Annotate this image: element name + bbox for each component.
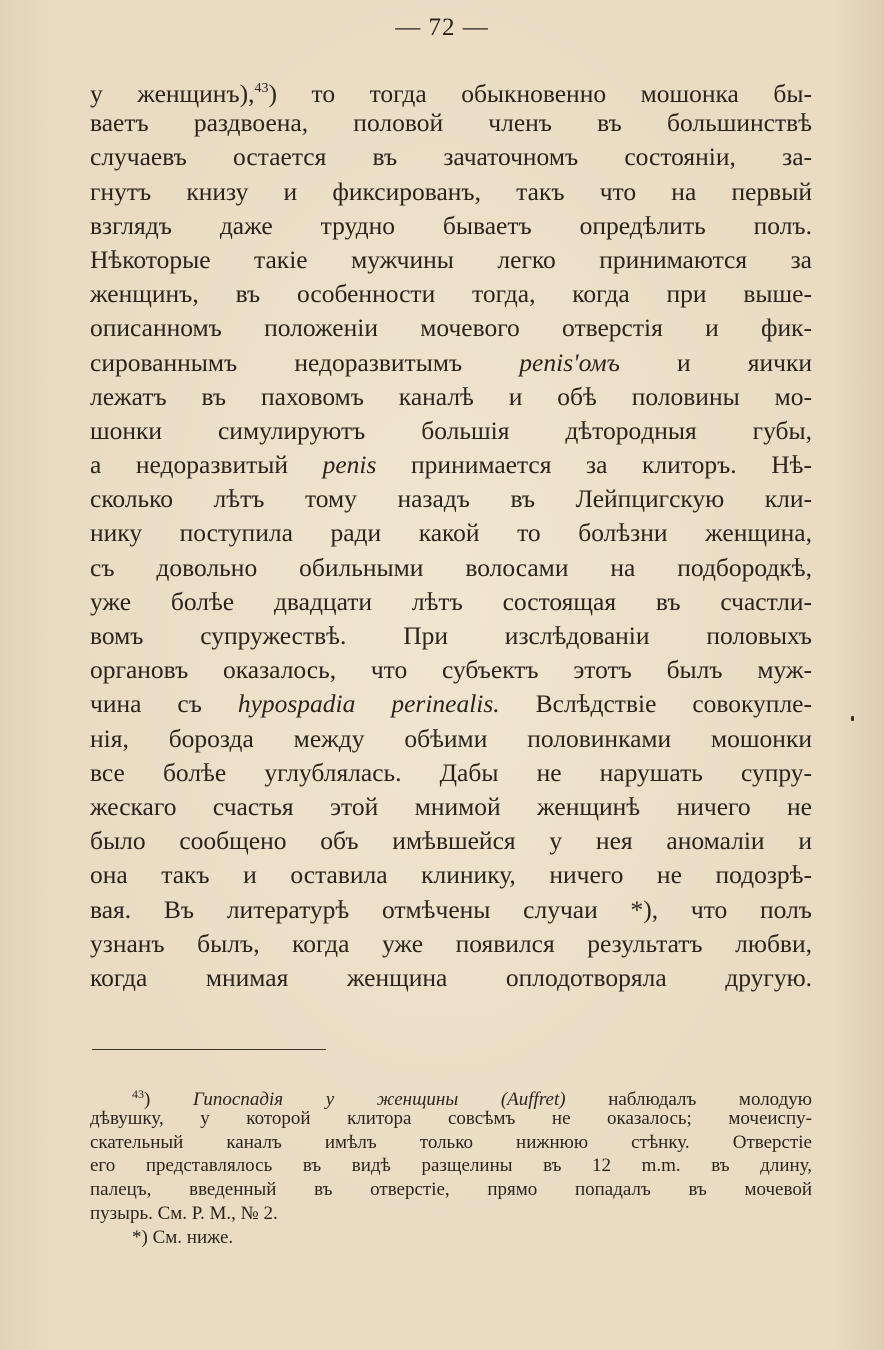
text-line-21: все болѣе углублялась. Дабы не нарушать супру- <box>90 757 812 787</box>
text-line-2: ваетъ раздвоена, половой членъ въ большинствѣ <box>90 108 812 138</box>
footnote-43-line-5: палецъ, введенный въ отверстiе, прямо попадалъ въ мочевой <box>90 1179 812 1201</box>
text-line-9: сированнымъ недоразвитымъ penis'омъ и яички <box>90 347 813 377</box>
text-line-5: взглядъ даже трудно бываетъ опредѣлить полъ. <box>90 210 812 240</box>
text-line-22: жескаго счастья этой мнимой женщинѣ ничего не <box>90 791 812 821</box>
text-line-7: женщинъ, въ особенности тогда, когда при выше- <box>90 279 812 309</box>
text-line-10: лежатъ въ паховомъ каналѣ и обѣ половины мо- <box>90 381 812 411</box>
text-line-16: уже болѣе двадцати лѣтъ состоящая въ счастли- <box>90 586 812 616</box>
latin-term: penis <box>322 450 377 480</box>
text-line-20: нiя, борозда между обѣими половинками мошонки <box>90 723 812 753</box>
footnotes <box>90 1083 812 1250</box>
footnote-43-line-4: его представлялось въ видѣ разщелины въ 12 m.m. въ длину, <box>90 1155 812 1177</box>
text-line-19: чина съ hypospadia perinealis. Вслѣдствiе совокупле- <box>90 689 812 719</box>
latin-term: hypospadia perinealis. <box>237 689 500 719</box>
footnote-43-line-1: $^{43}$) Гипоспадiя у женщины (Auffret) наблюдалъ молодую <box>132 1087 812 1110</box>
footnote-43-line-2: дѣвушку, у которой клитора совсѣмъ не оказалось; мочеиспу- <box>90 1107 812 1129</box>
text-line-15: съ довольно обильными волосами на подбородкѣ, <box>90 552 812 582</box>
footnote-ref-43: 43 <box>254 81 269 96</box>
text-line-13: сколько лѣтъ тому назадъ въ Лейпцигскую кли- <box>90 484 812 514</box>
main-text <box>90 72 812 995</box>
latin-term: penis'омъ <box>519 347 620 377</box>
text-line-18: органовъ оказалось, что субъектъ этотъ былъ муж- <box>90 655 812 685</box>
text-line-8: описанномъ положенiи мочевого отверстiя и фик- <box>90 313 812 343</box>
text-line-1: у женщинъ),$^{43}$) то тогда обыкновенно мошонка бы- <box>90 79 812 108</box>
text-line-11: шонки симулируютъ большiя дѣторoдныя губы, <box>90 415 812 445</box>
text-line-24: она такъ и оставила клинику, ничего не подозрѣ- <box>90 860 812 890</box>
page-number: — 72 — <box>395 14 489 41</box>
text-line-17: вомъ супружествѣ. При изслѣдованiи половыхъ <box>90 621 812 650</box>
text-line-6: Нѣкоторые такiе мужчины легко принимаются за <box>90 244 812 274</box>
text-line-23: было сообщено объ имѣвшейся у нея аномалiи и <box>90 826 812 856</box>
text-line-26: узнанъ былъ, когда уже появился результатъ любви, <box>90 928 812 958</box>
text-line-12: а недоразвитый penis принимается за клиторъ. Нѣ- <box>90 450 813 480</box>
ink-speck <box>851 716 854 721</box>
text-line-25: вая. Въ литературѣ отмѣчены случаи *), что полъ <box>90 894 812 924</box>
footnote-divider <box>92 1049 326 1050</box>
text-line-4: гнутъ книзу и фиксированъ, такъ что на первый <box>90 176 812 206</box>
footnote-43-line-3: скательный каналъ имѣлъ только нижнюю стѣнку. Отверстiе <box>90 1131 812 1153</box>
text-line-3: случаевъ остается въ зачаточномъ состоянiи, за- <box>90 142 812 172</box>
text-line-27: когда мнимая женщина оплодотворяла другую. <box>90 962 812 992</box>
footnote-43-line-6: пузырь. См. Р. М., № 2. <box>90 1202 278 1224</box>
text-line-14: нику поступила ради какой то болѣзни женщина, <box>90 518 812 548</box>
footnote-star: *) См. ниже. <box>132 1226 234 1248</box>
